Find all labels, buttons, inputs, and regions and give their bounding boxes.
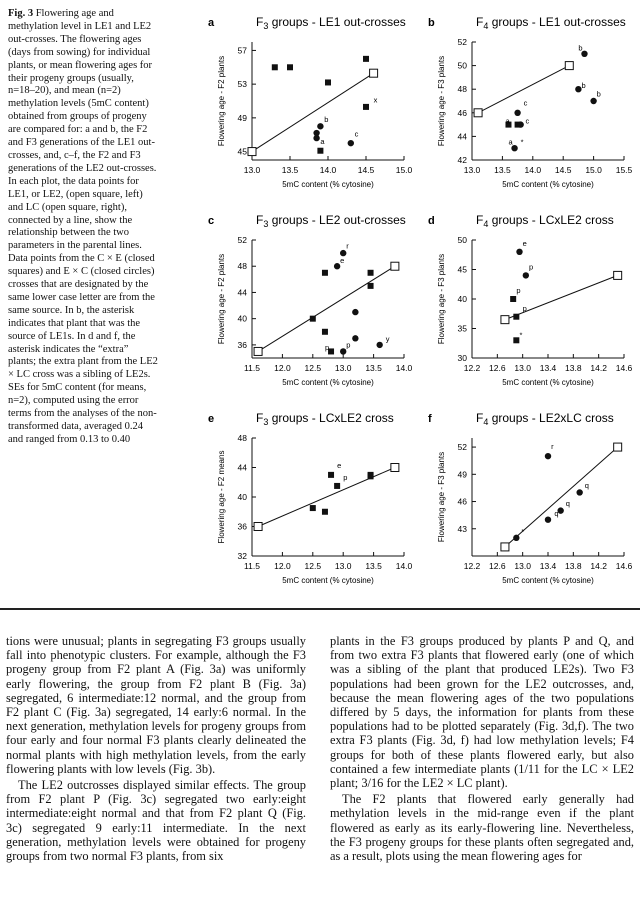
panel-b bbox=[420, 10, 632, 200]
figure-label: Fig. 3 bbox=[8, 8, 34, 19]
y-tick-label: 36 bbox=[237, 521, 247, 532]
parental-point bbox=[391, 262, 399, 270]
y-tick-label: 45 bbox=[457, 264, 467, 275]
point-label: c bbox=[523, 98, 528, 108]
cross-ec-point bbox=[545, 516, 551, 522]
y-tick-label: 48 bbox=[237, 433, 247, 443]
y-tick-label: 44 bbox=[237, 462, 247, 473]
cross-ec-point bbox=[517, 121, 523, 127]
cross-ce-point bbox=[513, 314, 519, 320]
y-tick-label: 46 bbox=[457, 496, 467, 507]
cross-ce-point bbox=[272, 64, 278, 70]
panel-letter: c bbox=[208, 215, 215, 227]
x-tick-label: 13.5 bbox=[365, 561, 382, 571]
point-label: a bbox=[508, 137, 513, 147]
y-axis-label: Flowering age - F2 means bbox=[217, 450, 226, 544]
point-label: p bbox=[343, 473, 348, 483]
x-tick-label: 12.5 bbox=[304, 363, 322, 373]
point-label: r bbox=[551, 441, 554, 451]
chart-title: $F_4$ groups - LCxLE2 cross bbox=[476, 213, 614, 229]
x-tick-label: 12.2 bbox=[463, 561, 481, 571]
x-tick-label: 13.8 bbox=[565, 561, 582, 571]
panel-f bbox=[420, 406, 632, 596]
panel-letter: b bbox=[428, 17, 435, 29]
x-tick-label: 12.6 bbox=[489, 561, 506, 571]
cross-ec-point bbox=[317, 123, 323, 129]
point-label: x bbox=[373, 95, 378, 105]
parental-point bbox=[501, 543, 509, 551]
body-column-right bbox=[330, 634, 634, 865]
point-label: e bbox=[337, 461, 342, 471]
scatter-chart-e bbox=[200, 406, 412, 596]
x-tick-label: 13.5 bbox=[365, 363, 382, 373]
cross-ce-point bbox=[513, 337, 519, 343]
point-label: * bbox=[520, 137, 524, 147]
cross-ce-point bbox=[325, 79, 331, 85]
point-label: a bbox=[505, 116, 510, 126]
y-axis-label: Flowering age - F2 plants bbox=[217, 55, 226, 147]
y-axis-label: Flowering age - F3 plants bbox=[437, 253, 446, 345]
x-tick-label: 14.0 bbox=[319, 165, 337, 175]
panel-c bbox=[200, 208, 412, 398]
y-tick-label: 52 bbox=[457, 37, 467, 47]
x-axis-label: 5mC content (% cytosine) bbox=[282, 180, 374, 189]
y-tick-label: 57 bbox=[237, 45, 247, 56]
x-axis-label: 5mC content (% cytosine) bbox=[282, 378, 374, 387]
y-tick-label: 40 bbox=[237, 313, 247, 324]
x-tick-label: 15.5 bbox=[615, 165, 633, 175]
cross-ec-point bbox=[376, 342, 382, 348]
x-tick-label: 12.0 bbox=[274, 363, 291, 373]
x-axis-label: 5mC content (% cytosine) bbox=[502, 378, 594, 387]
y-tick-label: 49 bbox=[237, 112, 247, 123]
cross-ce-point bbox=[310, 316, 316, 322]
x-tick-label: 12.2 bbox=[463, 363, 481, 373]
cross-ce-point bbox=[363, 104, 369, 110]
y-tick-label: 32 bbox=[237, 551, 247, 561]
y-tick-label: 36 bbox=[237, 339, 247, 350]
cross-ce-point bbox=[328, 472, 334, 478]
parental-point bbox=[614, 443, 622, 451]
cross-ec-point bbox=[516, 249, 522, 255]
chart-title: $F_4$ groups - LE2xLC cross bbox=[476, 411, 614, 427]
panel-e bbox=[200, 406, 412, 596]
parental-line bbox=[258, 266, 395, 351]
scatter-chart-b bbox=[420, 10, 632, 200]
cross-ec-point bbox=[313, 135, 319, 141]
x-tick-label: 13.0 bbox=[243, 165, 261, 175]
cross-ce-point bbox=[317, 148, 323, 154]
x-tick-label: 12.5 bbox=[304, 561, 322, 571]
x-tick-label: 13.5 bbox=[494, 165, 511, 175]
y-axis-label: Flowering age - F3 plants bbox=[437, 55, 446, 147]
panel-a bbox=[200, 10, 412, 200]
scatter-chart-f bbox=[420, 406, 632, 596]
point-label: b bbox=[596, 89, 601, 99]
parental-line bbox=[258, 468, 395, 527]
x-tick-label: 14.2 bbox=[590, 363, 607, 373]
x-tick-label: 13.0 bbox=[334, 363, 352, 373]
parental-point bbox=[501, 316, 509, 324]
body-paragraph: The F2 plants that flowered early generally had methylation levels in the mid-range even if the plant flowered as early as its early-flowering line. Nevertheless, the F3 progeny groups for these plants often segregated and, as a result, plots using the mean flowering ages for bbox=[330, 792, 634, 864]
body-paragraph: tions were unusual; plants in segregating F3 groups usually fall into phenotypic clusters. For example, although the F3 progeny group from F2 plant A (Fig. 3a) was uniformly early flowering, the group from F2 plant B (Fig. 3a) segregated, 6 intermediate:12 normal, and the group from F2 plant C (Fig. 3a) segregated, 14 early:6 normal. In the next generation, methylation levels for progeny groups from four early and four normal F3 plants clearly delineated the normal plants with high methylation levels, from the early flowering plants with low levels (Fig. 3b). bbox=[6, 634, 306, 776]
x-tick-label: 13.8 bbox=[565, 363, 582, 373]
x-tick-label: 14.0 bbox=[524, 165, 542, 175]
x-tick-label: 14.5 bbox=[357, 165, 375, 175]
cross-ce-point bbox=[310, 505, 316, 511]
cross-ec-point bbox=[545, 453, 551, 459]
point-label: b bbox=[324, 115, 329, 125]
point-label: p bbox=[529, 262, 534, 272]
point-label: q bbox=[565, 499, 570, 509]
point-label: a bbox=[320, 136, 325, 146]
point-label: e bbox=[340, 255, 345, 265]
x-tick-label: 12.0 bbox=[274, 561, 291, 571]
x-tick-label: 13.0 bbox=[463, 165, 481, 175]
cross-ec-point bbox=[352, 309, 358, 315]
y-tick-label: 35 bbox=[457, 323, 467, 334]
parental-point bbox=[474, 109, 482, 117]
panel-letter: d bbox=[428, 215, 435, 227]
point-label: p bbox=[346, 340, 351, 350]
x-tick-label: 13.0 bbox=[514, 363, 531, 373]
parental-point bbox=[370, 69, 378, 77]
y-tick-label: 52 bbox=[457, 442, 467, 453]
cross-ec-point bbox=[576, 489, 582, 495]
chart-title: $F_3$ groups - LE2 out-crosses bbox=[256, 213, 406, 229]
x-tick-label: 13.0 bbox=[334, 561, 352, 571]
x-tick-label: 15.0 bbox=[395, 165, 413, 175]
x-tick-label: 13.4 bbox=[539, 363, 557, 373]
cross-ce-point bbox=[334, 483, 340, 489]
x-tick-label: 15.0 bbox=[585, 165, 602, 175]
parental-point bbox=[254, 347, 262, 355]
parental-point bbox=[248, 148, 256, 156]
point-label: b bbox=[578, 43, 583, 53]
x-tick-label: 14.6 bbox=[615, 561, 633, 571]
parental-point bbox=[254, 523, 262, 531]
section-divider bbox=[0, 608, 640, 610]
parental-point bbox=[614, 271, 622, 279]
parental-line bbox=[505, 275, 618, 319]
y-tick-label: 43 bbox=[457, 523, 467, 534]
x-tick-label: 11.5 bbox=[244, 561, 260, 571]
point-label: p bbox=[516, 286, 521, 296]
figure-caption-text: Flowering age and methylation level in LE1 and LE2 out-crosses. The flowering ages (days from sowing) for individual plants, or mean flowering ages for their progeny groups (usually, n=18–20), and mean (n=2) methylation levels (5mC content) obtained from groups of progeny are compared for: a and b, the F2 and F3 generations of the LE1 out-crosses, and, c–f, the F2 and F3 generations of the LE2 out-crosses. In each plot, the data points for LE1, or LE2, (open square, left) and LC (open square, right), connected by a line, show the relationship between the two parameters in the parental lines. Data points from the C × E (closed squares) and E × C (closed circles) crosses that are designated by the same lower case letter are from the same source. In b, the asterisk indicates that plant that was the source of LE1s. In d and f, the asterisk indicates the “extra” plants; the extra plant from the LE2 × LC cross was a sibling of LE2s. SEs for 5mC content (for means, n=2), computed using the error terms from the analyses of the non-transformed data, averaged 0.24 and ranged from 0.13 to 0.40 bbox=[8, 8, 158, 445]
y-tick-label: 44 bbox=[457, 131, 467, 142]
y-tick-label: 40 bbox=[237, 492, 247, 502]
x-tick-label: 14.2 bbox=[590, 561, 607, 571]
point-label: p bbox=[522, 303, 527, 313]
cross-ce-point bbox=[368, 270, 374, 276]
chart-title: $F_4$ groups - LE1 out-crosses bbox=[476, 15, 626, 31]
y-tick-label: 50 bbox=[457, 235, 467, 245]
cross-ec-point bbox=[513, 535, 519, 541]
y-tick-label: 48 bbox=[237, 261, 247, 272]
x-tick-label: 14.0 bbox=[395, 363, 413, 373]
point-label: * bbox=[519, 330, 523, 340]
scatter-chart-c bbox=[200, 208, 412, 398]
cross-ec-point bbox=[514, 110, 520, 116]
point-label: c bbox=[525, 116, 530, 126]
y-tick-label: 46 bbox=[457, 107, 467, 118]
y-tick-label: 44 bbox=[237, 287, 247, 298]
x-tick-label: 14.5 bbox=[554, 165, 572, 175]
x-tick-label: 13.5 bbox=[281, 165, 299, 175]
x-tick-label: 12.6 bbox=[489, 363, 506, 373]
y-axis-label: Flowering age - F3 plants bbox=[437, 451, 446, 543]
point-label: y bbox=[385, 334, 390, 344]
body-column-left bbox=[6, 634, 306, 865]
y-tick-label: 45 bbox=[237, 146, 247, 157]
parental-line bbox=[252, 73, 374, 151]
cross-ec-point bbox=[352, 335, 358, 341]
y-tick-label: 53 bbox=[237, 79, 247, 90]
cross-ce-point bbox=[322, 270, 328, 276]
y-axis-label: Flowering age - F2 plants bbox=[217, 253, 226, 345]
y-tick-label: 42 bbox=[457, 155, 467, 165]
point-label: * bbox=[521, 527, 525, 537]
x-tick-label: 11.5 bbox=[244, 363, 260, 373]
x-axis-label: 5mC content (% cytosine) bbox=[502, 180, 594, 189]
point-label: r bbox=[346, 241, 349, 251]
body-paragraph: plants in the F3 groups produced by plants P and Q, and from two extra F3 plants that flowered early (one of which was a sibling of the plant that produced LE2s). Two F3 populations had been grown for the LE2 outcrosses, and, because the mean flowering ages of the two populations differed by 5 days, the information for plants from these populations had to be plotted separately (Fig. 3d,f). The two extra F3 plants (Fig. 3d, f) had low methylation levels; F4 groups for both of these plants flowered early, but also contained a few intermediate plants (1/11 for the LC × LE2 plant; 3/16 for the LE2 × LC plant). bbox=[330, 634, 634, 791]
figure-caption bbox=[8, 8, 158, 447]
chart-title: $F_3$ groups - LE1 out-crosses bbox=[256, 15, 406, 31]
cross-ec-point bbox=[348, 140, 354, 146]
y-tick-label: 49 bbox=[457, 469, 467, 480]
x-axis-label: 5mC content (% cytosine) bbox=[282, 576, 374, 585]
cross-ce-point bbox=[368, 473, 374, 479]
chart-title: $F_3$ groups - LCxLE2 cross bbox=[256, 411, 394, 427]
y-tick-label: 40 bbox=[457, 294, 467, 304]
cross-ce-point bbox=[510, 296, 516, 302]
point-label: p bbox=[324, 343, 330, 353]
y-tick-label: 52 bbox=[237, 235, 247, 245]
scatter-chart-a bbox=[200, 10, 412, 200]
parental-point bbox=[565, 62, 573, 70]
parental-point bbox=[391, 464, 399, 472]
cross-ce-point bbox=[322, 329, 328, 335]
x-axis-label: 5mC content (% cytosine) bbox=[502, 576, 594, 585]
y-tick-label: 48 bbox=[457, 84, 467, 95]
cross-ce-point bbox=[287, 64, 293, 70]
panel-letter: a bbox=[208, 17, 215, 29]
x-tick-label: 14.6 bbox=[615, 363, 633, 373]
panel-letter: f bbox=[428, 413, 432, 425]
cross-ce-point bbox=[363, 56, 369, 62]
x-tick-label: 13.4 bbox=[539, 561, 557, 571]
y-tick-label: 50 bbox=[457, 60, 467, 71]
point-label: b bbox=[581, 81, 586, 91]
point-label: q bbox=[554, 509, 559, 519]
point-label: q bbox=[584, 480, 589, 490]
point-label: c bbox=[354, 129, 359, 139]
point-label: e bbox=[522, 238, 527, 248]
cross-ce-point bbox=[322, 509, 328, 515]
y-tick-label: 30 bbox=[457, 353, 467, 363]
body-paragraph: The LE2 outcrosses displayed similar effects. The group from F2 plant P (Fig. 3c) segregated two early:eight intermediate:eight normal and that from F2 plant Q (Fig. 3c) segregated 9 early:11 intermediate. In the next generation, methylation levels were obtained for progeny groups from two normal F3 plants, from six bbox=[6, 778, 306, 864]
cross-ec-point bbox=[523, 272, 529, 278]
panel-letter: e bbox=[208, 413, 215, 425]
scatter-chart-d bbox=[420, 208, 632, 398]
x-tick-label: 14.0 bbox=[395, 561, 413, 571]
cross-ce-point bbox=[368, 283, 374, 289]
x-tick-label: 13.0 bbox=[514, 561, 531, 571]
cross-ec-point bbox=[590, 98, 596, 104]
panel-d bbox=[420, 208, 632, 398]
